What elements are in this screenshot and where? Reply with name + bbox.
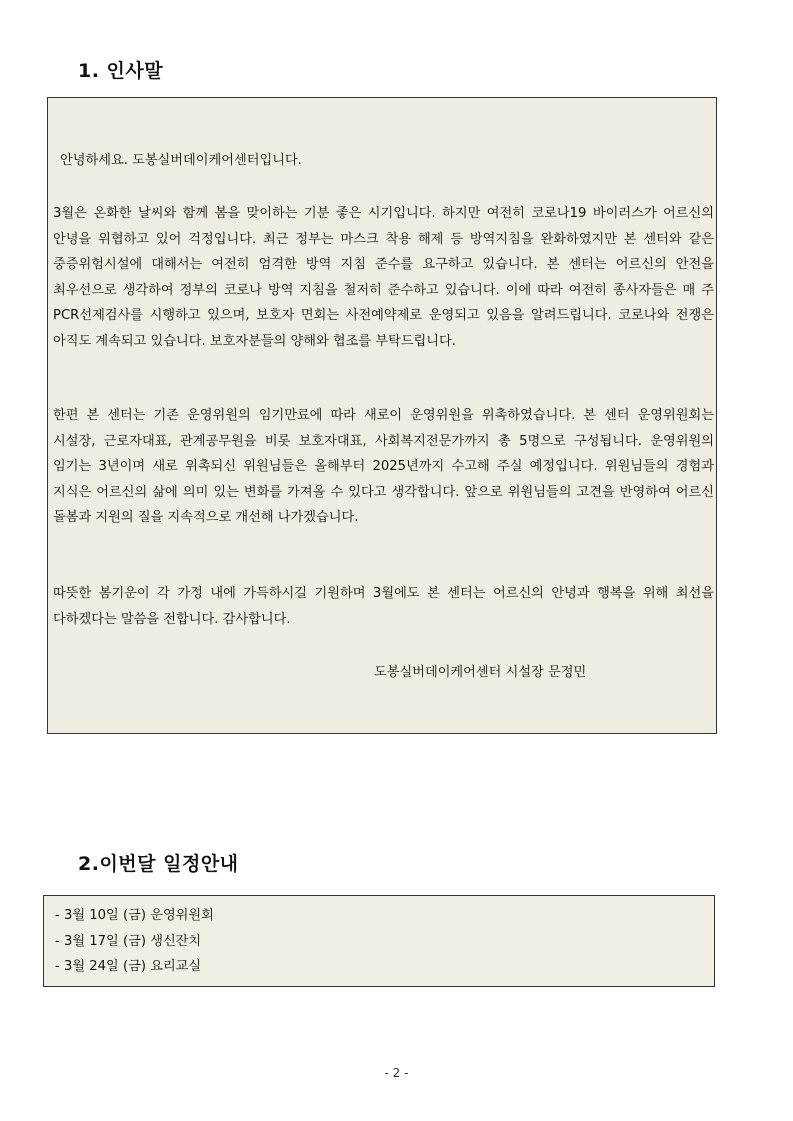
signature: 도봉실버데이케어센터 시설장 문정민 (374, 665, 587, 680)
schedule-box (43, 895, 715, 987)
schedule-item: - 3월 10일 (금) 운영위원회 (55, 908, 214, 923)
schedule-list (55, 903, 714, 980)
schedule-item: - 3월 17일 (금) 생신잔치 (55, 933, 202, 949)
schedule-item: - 3월 24일 (금) 요리교실 (55, 959, 202, 974)
greeting-paragraph: 3월은 온화한 날씨와 함께 봄을 맞이하는 기분 좋은 시기입니다. 하지만 여전히 코로나19 바이러스가 어르신의 안녕을 위협하고 있어 걱정입니다. 최근 정부는 마스크 착용 해제 등 방역지침을 완화하였지만 본 센터와 같은 중증위험시설에 대해서는 여전히 엄격한 방역 지침 준수를 요구하고 있습니다. 본 센터는 어르신의 안전을 최우선으로 생각하여 정부의 코로나 방역 지침을 철저히 준수하고 있습니다. 이에 따라 여전히 종사자들은 매 주 PCR선제검사를 시행하고 있으며, 보호자 면회는 사전예약제로 운영되고 있음을 알려드립니다. 코로나와 전쟁은 아직도 계속되고 있습니다. 보호자분들의 양해와 협조를 부탁드립니다. (53, 206, 714, 349)
page-number: - 2 - (384, 1066, 409, 1080)
greeting-box (47, 97, 717, 734)
section-title-schedule: 2.이번달 일정안내 (78, 853, 239, 875)
section-title-greeting: 1. 인사말 (78, 60, 164, 82)
greeting-paragraph: 한편 본 센터는 기존 운영위원의 임기만료에 따라 새로이 운영위원을 위촉하였습니다. 본 센터 운영위원회는 시설장, 근로자대표, 관계공무원을 비롯 보호자대표, 사회복지전문가까지 총 5명으로 구성됩니다. 운영위원의 임기는 3년이며 새로 위촉되신 위원님들은 올해부터 2025년까지 수고해 주실 예정입니다. 위원님들의 경험과 지식은 어르신의 삶에 의미 있는 변화를 가져올 수 있다고 생각합니다. 앞으로 위원님들의 고견을 반영하여 어르신 돌봄과 지원의 질을 지속적으로 개선해 나가겠습니다. (53, 408, 714, 525)
greeting-paragraph: 따뜻한 봄기운이 각 가정 내에 가득하시길 기원하며 3월에도 본 센터는 어르신의 안녕과 행복을 위해 최선을 다하겠다는 말씀을 전합니다. 감사합니다. (53, 586, 714, 627)
greeting-line: 안녕하세요. 도봉실버데이케어센터입니다. (60, 153, 302, 168)
